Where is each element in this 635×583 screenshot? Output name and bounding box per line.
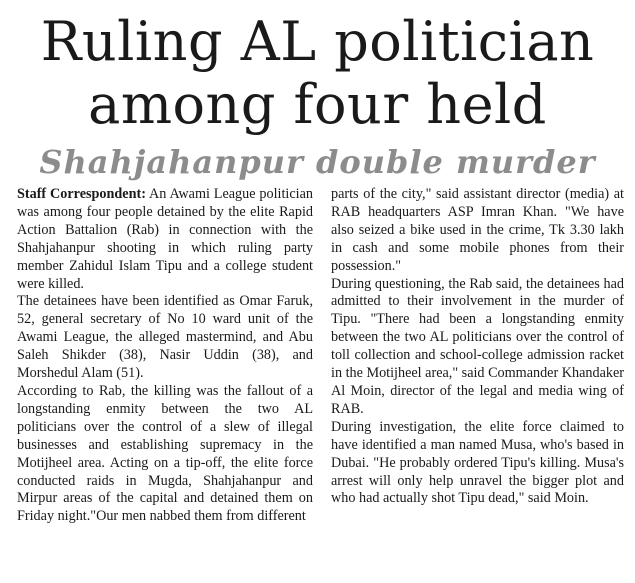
- headline: [0, 10, 635, 136]
- paragraph: According to Rab, the killing was the fallout of a longstanding enmity between the two AL politicians over the control of a slew of illegal businesses and establishing supremacy in the Motijheel area. Acting on a tip-off, the elite force conducted raids in Mugda, Shahjahanpur and Mirpur areas of the capital and detained them on Friday night."Our men nabbed them from different: [17, 382, 313, 525]
- article-column-right: [331, 186, 624, 508]
- paragraph: parts of the city," said assistant director (media) at RAB headquarters ASP Imran Khan. "We have also seized a bike used in the crime, Tk 3.30 lakh in cash and some mobile phones from their possession.": [331, 186, 624, 274]
- headline-line-1: Ruling AL politician: [40, 10, 595, 73]
- article-column-left: [17, 186, 313, 526]
- paragraph: The detainees have been identified as Omar Faruk, 52, general secretary of No 10 ward unit of the Awami League, the alleged mastermind, and Abu Saleh Shikder (38), Nasir Uddin (38), and Morshedul Alam (51).: [17, 293, 313, 382]
- headline-line-2: among four held: [88, 73, 547, 136]
- byline: Staff Correspondent:: [17, 186, 146, 202]
- paragraph: During questioning, the Rab said, the detainees had admitted to their involvement in the murder of Tipu. "There had been a longstanding enmity between the two AL politicians over the control of toll collection and school-college admission racket in the Motijheel area," said Commander Khandaker Al Moin, director of the legal and media wing of RAB.: [331, 275, 624, 417]
- subheadline: Shahjahanpur double murder: [39, 143, 596, 181]
- paragraph: [17, 186, 313, 293]
- paragraph: During investigation, the elite force claimed to have identified a man named Musa, who's based in Dubai. "He probably ordered Tipu's killing. Musa's arrest will only help unravel the bigger plot and who had actually shot Tipu dead," said Moin.: [331, 418, 624, 507]
- paragraph-text: An Awami League politician was among four people detained by the elite Rapid Action Battalion (Rab) in connection with the Shahjahanpur shooting in which ruling party member Zahidul Islam Tipu and a college student were killed.: [17, 186, 313, 292]
